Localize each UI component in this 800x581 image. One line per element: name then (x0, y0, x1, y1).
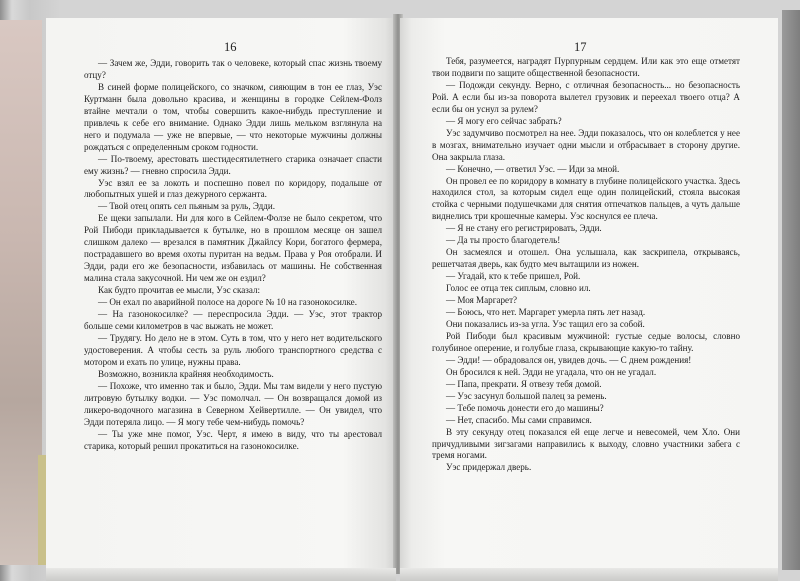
paragraph: — Моя Маргарет? (446, 295, 518, 306)
paragraph: — Папа, прекрати. Я отвезу тебя домой. (446, 378, 602, 389)
paragraph: — Ты уже мне помог, Уэс. Черт, я имею в виду, что ты арестовал старика, который решил прокатиться на газонокосилке. (84, 428, 382, 451)
paragraph: Ее щеки запылали. Ни для кого в Сейлем-Фолзе не было секретом, что Рой Пибоди прикладывается к бутылке, но в прошлом месяце он зашел слишком далеко — врезался в памятник Джайлсу Кори, богатого фермера, пострадавшего во время охоты пуритан на ведьм. Права у Роя отобрали. И Эдди, ради его же безопасности, избавилась от машины. Не собственная малина стала закусочной. Ни чем же он ездил? (84, 213, 382, 284)
paragraph: — Конечно, — ответил Уэс. — Иди за мной. (446, 163, 620, 174)
right-page-text (432, 56, 740, 474)
paragraph: — Боюсь, что нет. Маргарет умерла пять лет назад. (446, 307, 646, 318)
right-page (400, 18, 778, 571)
paragraph: — На газонокосилке? — переспросила Эдди. — Уэс, этот трактор больше семи километров в час выжать не может. (84, 309, 382, 331)
paragraph: — По-твоему, арестовать шестидесятилетнего старика означает спасти ему жизнь? — гневно спросила Эдди. (84, 153, 382, 176)
paragraph: — Да ты просто благодетель! (446, 235, 561, 246)
page-number-left: 16 (224, 40, 237, 54)
left-page-bottom-edge (46, 568, 396, 581)
paragraph: — Угадай, кто к тебе пришел, Рой. (446, 271, 581, 282)
paragraph: — Тебе помочь донести его до машины? (446, 402, 604, 413)
paragraph: Они показались из-за угла. Уэс тащил его за собой. (446, 318, 645, 329)
paragraph: В эту секунду отец показался ей еще легче и невесомей, чем Хло. Они причудливыми зигзагами направились к выходу, словно участники забега с тремя ногами. (432, 426, 740, 461)
paragraph: В синей форме полицейского, со значком, сияющим в тон ее глаз, Уэс Куртманн была довольно красива, и женщины в городке Сейлем-Фолз втайне мечтали о том, чтобы совершить какое-нибудь преступление и привлечь к себе его внимание. Однако Эдди лишь мельком взглянула на него и подумала — уже не впервые, — что некоторые мужчины должны рождаться с определенным сроком годности. (84, 81, 382, 152)
page-number-right: 17 (574, 40, 587, 54)
paragraph: — Он ехал по аварийной полосе на дороге № 10 на газонокосилке. (98, 297, 357, 308)
paragraph: Как будто прочитав ее мысли, Уэс сказал: (98, 285, 261, 296)
cover-edge-right (782, 10, 800, 570)
paragraph: — Трудягу. Но дело не в этом. Суть в том, что у него нет водительского удостоверения. А чтобы сесть за руль любого транспортного средства с мотором и ехать по улице, нужны права. (84, 332, 382, 367)
cover-edge-left (0, 20, 42, 565)
paragraph: — Твой отец опять сел пьяным за руль, Эдди. (98, 201, 276, 212)
paragraph: — Эдди! — обрадовался он, увидев дочь. — С днем рождения! (446, 354, 692, 365)
paragraph: — Я могу его сейчас забрать? (446, 115, 562, 126)
paragraph: Голос ее отца тек сиплым, словно ил. (446, 283, 591, 294)
paragraph: — Нет, спасибо. Мы сами справимся. (446, 414, 592, 425)
paragraph: Он засмеялся и отошел. Она услышала, как заскрипела, открываясь, решетчатая дверь, как будто меч вытащили из ножен. (432, 247, 740, 270)
paragraph: Тебя, разумеется, наградят Пурпурным сердцем. Или как это еще отметят твои подвиги по защите общественной безопасности. (432, 56, 740, 78)
left-page-text (84, 58, 382, 452)
paragraph: Возможно, возникла крайняя необходимость. (98, 368, 274, 379)
paragraph: Уэс задумчиво посмотрел на нее. Эдди показалось, что он колеблется у нее в мозгах, внимательно изучает одни мысли и отбрасывает в сторону другие. Она закрыла глаза. (432, 127, 740, 162)
paragraph: — Подожди секунду. Верно, с отличная безопасность... но безопасность Рой. А если бы из-за поворота вылетел грузовик и переехал твоего отца? А если бы он уснул за рулем? (432, 79, 740, 114)
paragraph: — Похоже, что именно так и было, Эдди. Мы там видели у него пустую литровую бутылку водки. — Уэс помолчал. — Он возвращался домой из ликеро-водочного магазина в Северном Хейвертилле. — Он увидел, что Эдди потеряла лицо. — Я могу тебе чем-нибудь помочь? (84, 380, 382, 427)
paragraph: — Уэс засунул большой палец за ремень. (446, 390, 607, 401)
paragraph: Рой Пибоди был красивым мужчиной: густые седые волосы, словно голубиное оперение, и голубые глаза, скрывающие какую-то тайну. (432, 330, 740, 353)
paragraph: Уэс взял ее за локоть и поспешно повел по коридору, подальше от любопытных ушей и глаз дежурного сержанта. (84, 177, 382, 200)
paragraph: Он бросился к ней. Эдди не угадала, что он не угадал. (446, 366, 657, 377)
right-page-bottom-edge (400, 568, 778, 581)
paragraph: Уэс придержал дверь. (446, 462, 532, 473)
paragraph: Он провел ее по коридору в комнату в глубине полицейского участка. Здесь находился стол, за которым сидел еще один полицейский, стояла высокая стойка с черными подушечками для снятия отпечатков пальцев, а чуть дальше виднелись три крошечные камеры. Уэс коснулся ее плеча. (432, 175, 740, 222)
left-page (46, 18, 396, 571)
paragraph: — Зачем же, Эдди, говорить так о человеке, который спас жизнь твоему отцу? (84, 58, 382, 80)
cover-spine-strip (38, 455, 46, 565)
paragraph: — Я не стану его регистрировать, Эдди. (446, 223, 602, 234)
